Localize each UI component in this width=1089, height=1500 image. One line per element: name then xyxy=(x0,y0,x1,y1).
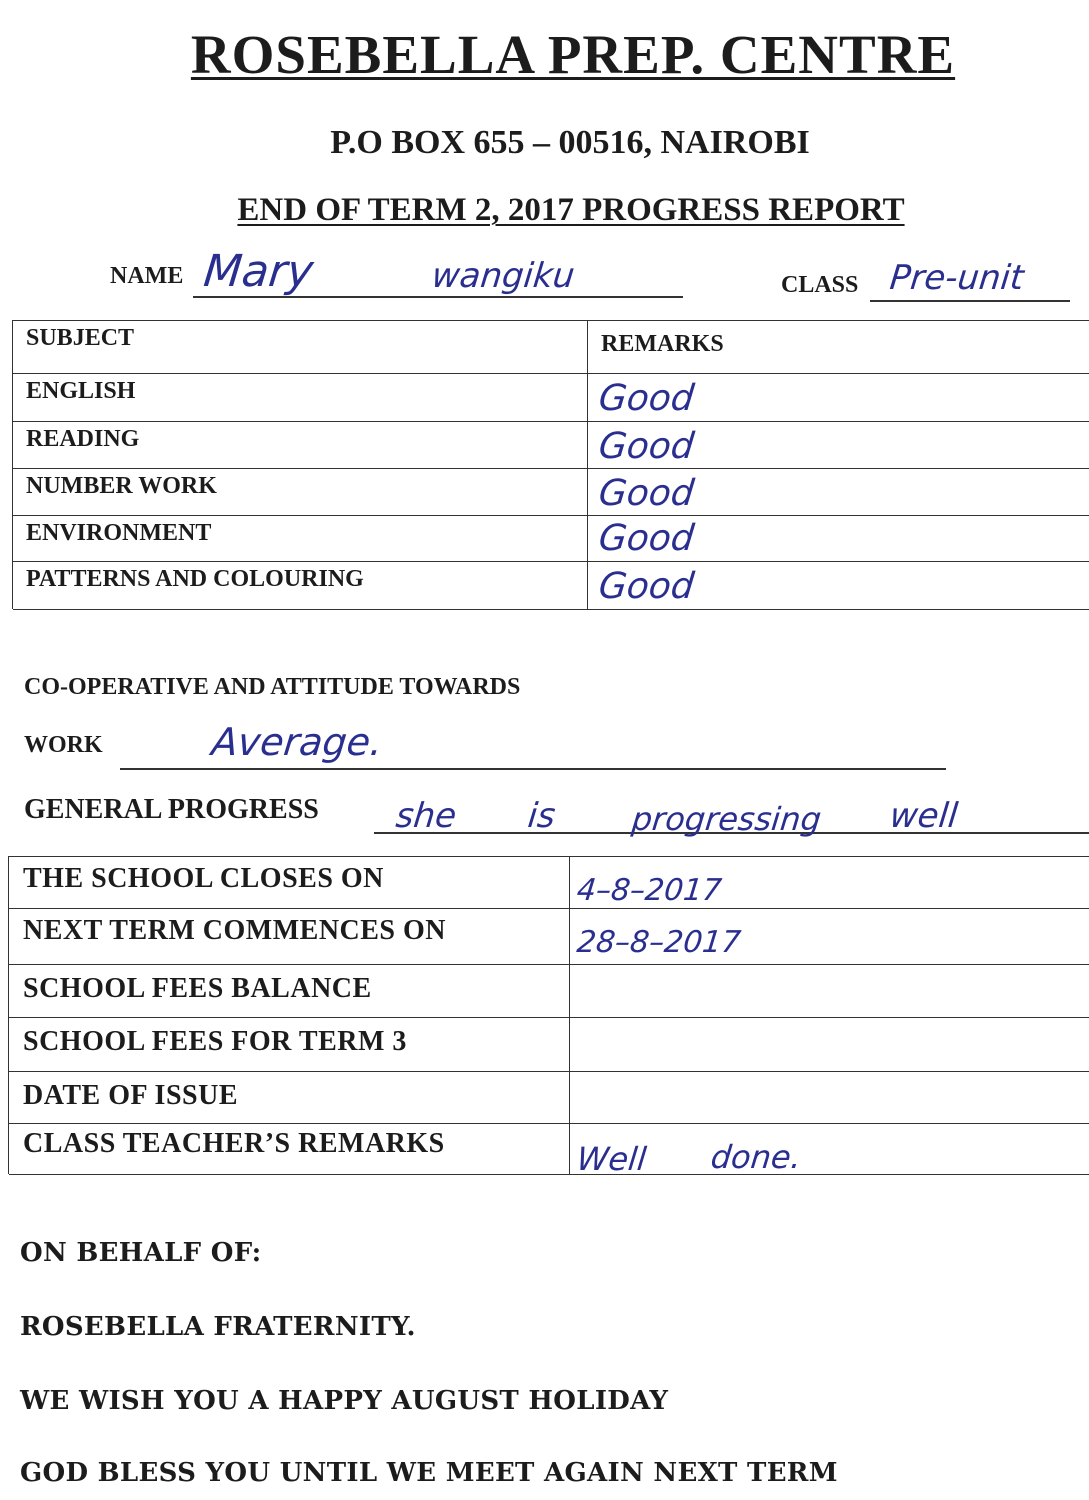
next-term-value: 28–8–2017 xyxy=(575,925,743,960)
info-label: DATE OF ISSUE xyxy=(23,1080,238,1111)
school-info-table xyxy=(8,856,1089,1178)
info-label: CLASS TEACHER’S REMARKS xyxy=(23,1128,445,1159)
teacher-remark-word: done. xyxy=(709,1138,804,1176)
class-label: CLASS xyxy=(781,272,859,298)
subject-cell: ENGLISH xyxy=(26,378,136,404)
school-name: ROSEBELLA PREP. CENTRE xyxy=(190,24,956,85)
table-row xyxy=(9,1124,1089,1178)
table-row xyxy=(9,1018,1089,1072)
class-value: Pre-unit xyxy=(887,258,1026,298)
name-label: NAME xyxy=(110,263,184,289)
remark-cell: Good xyxy=(596,518,696,559)
table-row xyxy=(9,857,1089,909)
footer-line: WE WISH YOU A HAPPY AUGUST HOLIDAY xyxy=(20,1386,669,1416)
general-progress-word: well xyxy=(887,796,960,836)
general-progress-label: GENERAL PROGRESS xyxy=(24,794,319,825)
class-line xyxy=(870,300,1070,302)
table-row xyxy=(9,909,1089,965)
table-row xyxy=(13,422,1089,469)
table-row xyxy=(13,516,1089,562)
general-progress-word: she xyxy=(393,796,459,836)
remark-cell: Good xyxy=(596,378,696,419)
general-progress-word: is xyxy=(525,796,558,836)
info-label: THE SCHOOL CLOSES ON xyxy=(23,863,384,894)
teacher-remark-word: Well xyxy=(575,1140,649,1178)
student-first-name: Mary xyxy=(201,246,316,297)
subject-cell: PATTERNS AND COLOURING xyxy=(26,566,364,592)
table-row xyxy=(13,469,1089,516)
school-closes-value: 4–8–2017 xyxy=(575,873,724,908)
table-row xyxy=(13,374,1089,422)
attitude-value: Average. xyxy=(209,720,385,764)
subject-cell: READING xyxy=(26,426,140,452)
subject-cell: ENVIRONMENT xyxy=(26,520,212,546)
remark-cell: Good xyxy=(596,566,696,607)
remark-cell: Good xyxy=(596,426,696,467)
table-row xyxy=(9,1072,1089,1124)
footer-line: GOD BLESS YOU UNTIL WE MEET AGAIN NEXT TERM xyxy=(20,1458,838,1488)
remarks-header: REMARKS xyxy=(601,331,724,357)
subject-header: SUBJECT xyxy=(26,325,135,351)
attitude-line xyxy=(120,768,946,770)
table-row xyxy=(9,965,1089,1018)
attitude-label: CO-OPERATIVE AND ATTITUDE TOWARDS xyxy=(24,674,521,700)
info-label: NEXT TERM COMMENCES ON xyxy=(23,915,447,946)
student-last-name: wangiku xyxy=(429,256,577,296)
report-title: END OF TERM 2, 2017 PROGRESS REPORT xyxy=(237,192,905,228)
school-address: P.O BOX 655 – 00516, NAIROBI xyxy=(330,124,810,161)
work-label: WORK xyxy=(24,732,103,758)
subjects-table xyxy=(12,320,1089,609)
column-divider xyxy=(587,321,588,609)
general-progress-word: progressing xyxy=(630,800,824,838)
subject-cell: NUMBER WORK xyxy=(26,473,217,499)
remark-cell: Good xyxy=(596,473,696,514)
info-label: SCHOOL FEES BALANCE xyxy=(23,973,372,1004)
table-row xyxy=(13,562,1089,610)
footer-line: ON BEHALF OF: xyxy=(20,1238,262,1268)
footer-line: ROSEBELLA FRATERNITY. xyxy=(20,1312,416,1342)
column-divider xyxy=(569,857,570,1174)
table-header-row xyxy=(13,321,1089,374)
info-label: SCHOOL FEES FOR TERM 3 xyxy=(23,1026,407,1057)
